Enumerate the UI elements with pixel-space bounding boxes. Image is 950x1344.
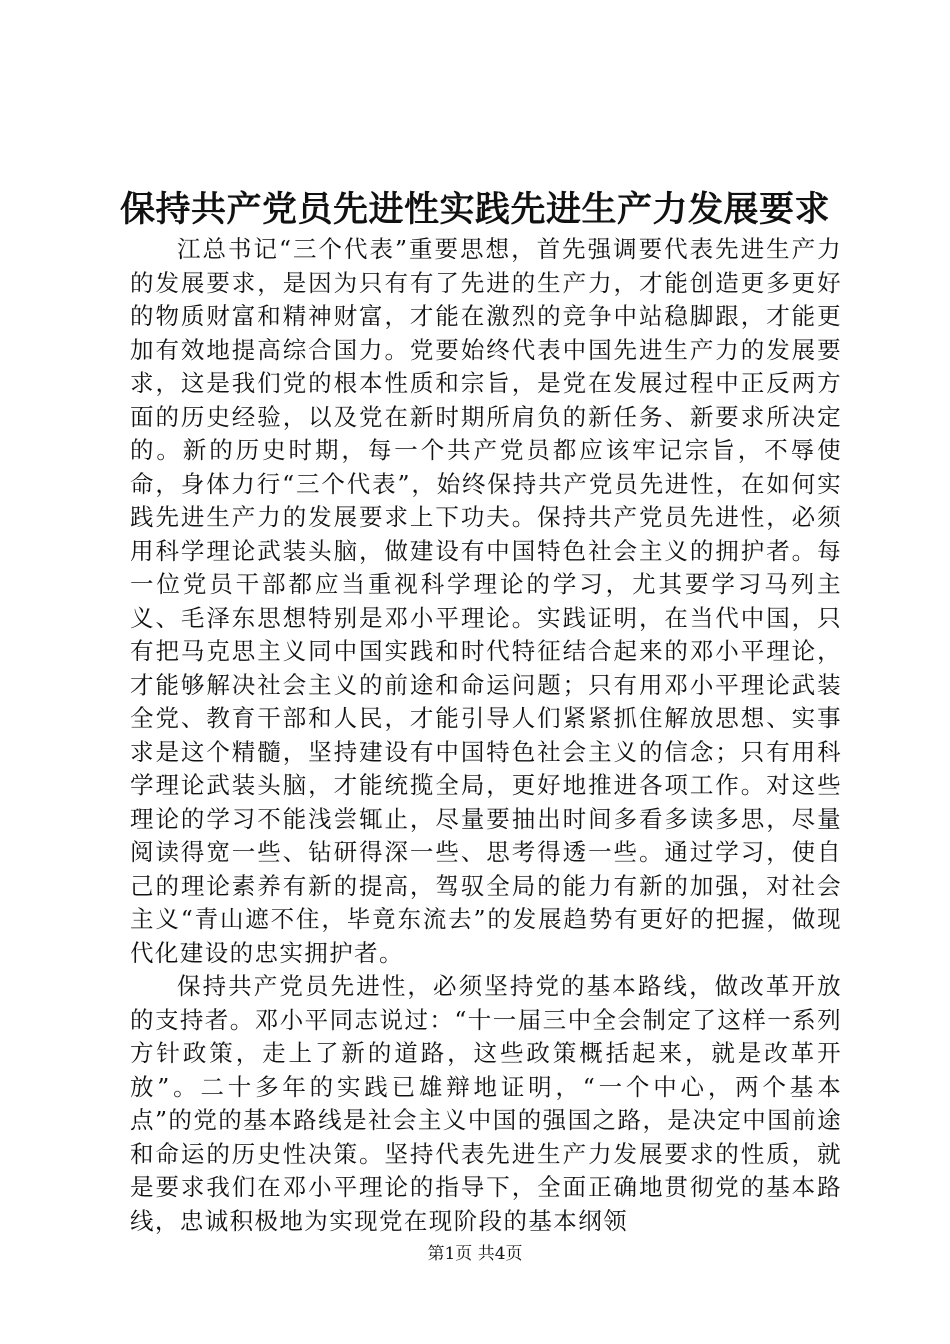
page-number-footer: 第1页 共4页 [427,1244,523,1264]
paragraph-2: 保持共产党员先进性，必须坚持党的基本路线，做改革开放的支持者。邓小平同志说过：“十一届三中全会制定了这样一系列方针政策，走上了新的道路，这些政策概括起来，就是改革开放”。二十多年的实践已雄辩地证明，“一个中心，两个基本点”的党的基本路线是社会主义中国的强国之路，是决定中国前途和命运的历史性决策。坚持代表先进生产力发展要求的性质，就是要求我们在邓小平理论的指导下，全面正确地贯彻党的基本路线，忠诚积极地为实现党在现阶段的基本纲领 [130,972,842,1235]
paragraph-1: 江总书记“三个代表”重要思想，首先强调要代表先进生产力的发展要求，是因为只有有了先进的生产力，才能创造更多更好的物质财富和精神财富，才能在激烈的竞争中站稳脚跟，才能更加有效地提高综合国力。党要始终代表中国先进生产力的发展要求，这是我们党的根本性质和宗旨，是党在发展过程中正反两方面的历史经验，以及党在新时期所肩负的新任务、新要求所决定的。新的历史时期，每一个共产党员都应该牢记宗旨，不辱使命，身体力行“三个代表”，始终保持共产党员先进性，在如何实践先进生产力的发展要求上下功夫。保持共产党员先进性，必须用科学理论武装头脑，做建设有中国特色社会主义的拥护者。每一位党员干部都应当重视科学理论的学习，尤其要学习马列主义、毛泽东思想特别是邓小平理论。实践证明，在当代中国，只有把马克思主义同中国实践和时代特征结合起来的邓小平理论，才能够解决社会主义的前途和命运问题；只有用邓小平理论武装全党、教育干部和人民，才能引导人们紧紧抓住解放思想、实事求是这个精髓，坚持建设有中国特色社会主义的信念；只有用科学理论武装头脑，才能统揽全局，更好地推进各项工作。对这些理论的学习不能浅尝辄止，尽量要抽出时间多看多读多思，尽量阅读得宽一些、钻研得深一些、思考得透一些。通过学习，使自己的理论素养有新的提高，驾驭全局的能力有新的加强，对社会主义“青山遮不住，毕竟东流去”的发展趋势有更好的把握，做现代化建设的忠实拥护者。 [130,235,842,967]
document-title: 保持共产党员先进性实践先进生产力发展要求 [119,190,830,230]
document-body [130,233,842,1238]
